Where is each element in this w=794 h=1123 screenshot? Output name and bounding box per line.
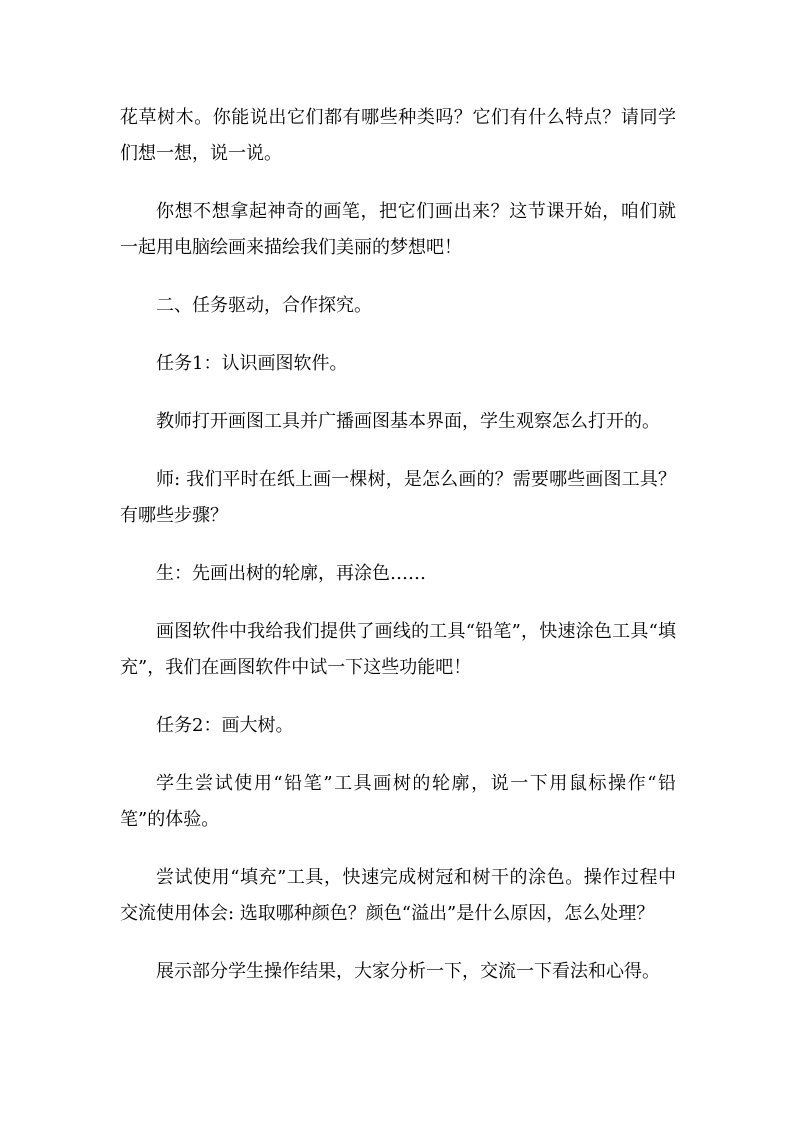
paragraph-12: 展示部分学生操作结果，大家分析一下，交流一下看法和心得。 [156, 961, 660, 982]
section-heading: 二、任务驱动，合作探究。 [156, 295, 372, 316]
paragraph-5: 教师打开画图工具并广播画图基本界面，学生观察怎么打开的。 [156, 411, 660, 432]
task-2-title: 任务2：画大树。 [156, 715, 294, 736]
paragraph-6: 师: 我们平时在纸上画一棵树，是怎么画的？需要哪些画图工具？有哪些步骤？ [120, 469, 676, 526]
paragraph-8: 画图软件中我给我们提供了画线的工具“铅笔”，快速涂色工具“填充”，我们在画图软件中试一下这些功能吧！ [120, 621, 676, 678]
paragraph-1: 花草树木。你能说出它们都有哪些种类吗？它们有什么特点？请同学们想一想，说一说。 [120, 107, 676, 164]
document-body [120, 100, 676, 1012]
paragraph-10: 学生尝试使用“铅笔”工具画树的轮廓，说一下用鼠标操作“铅笔”的体验。 [120, 773, 676, 830]
paragraph-7: 生：先画出树的轮廓，再涂色…… [156, 563, 426, 584]
paragraph-2: 你想不想拿起神奇的画笔，把它们画出来？这节课开始，咱们就一起用电脑绘画来描绘我们美丽的梦想吧！ [120, 201, 676, 258]
paragraph-11: 尝试使用“填充”工具，快速完成树冠和树干的涂色。操作过程中交流使用体会: 选取哪种颜色？颜色“溢出”是什么原因，怎么处理？ [120, 867, 676, 924]
task-1-title: 任务1：认识画图软件。 [156, 353, 348, 374]
